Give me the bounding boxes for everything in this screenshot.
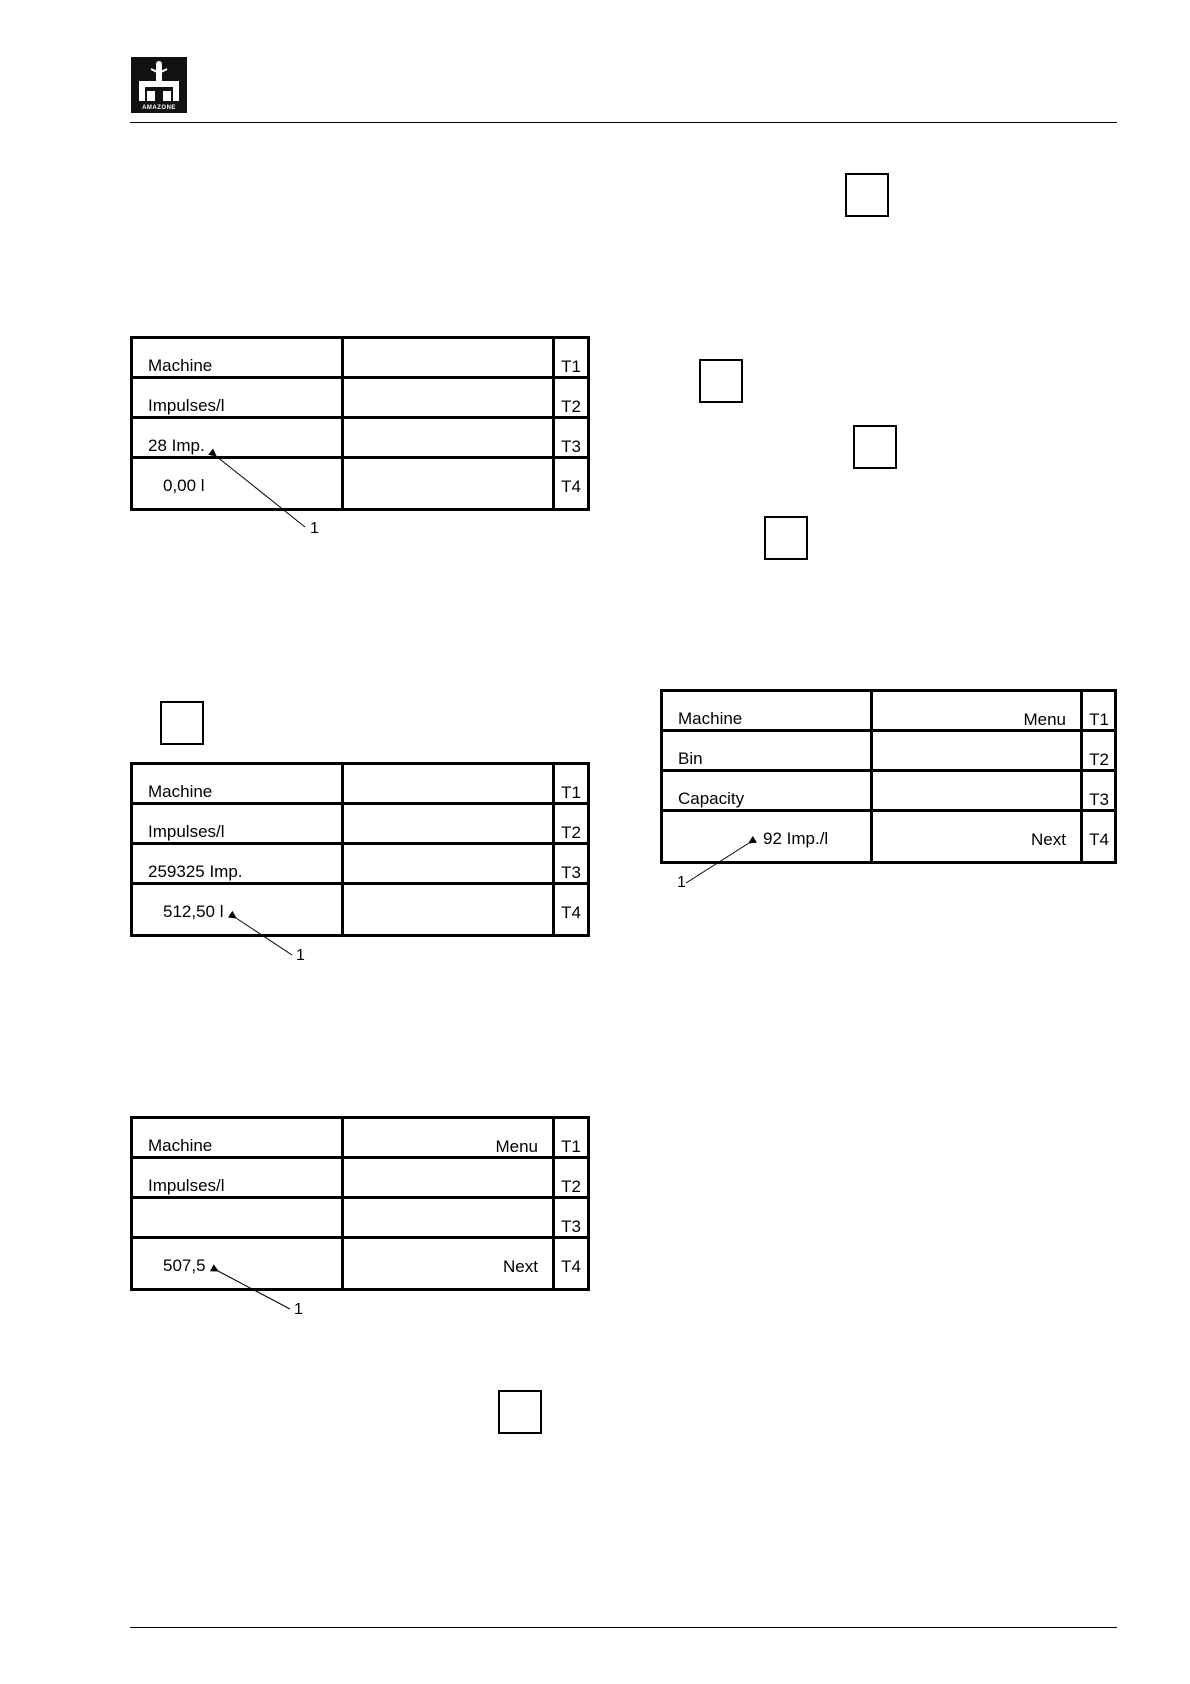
softkey-label[interactable]: T4 bbox=[561, 903, 581, 922]
row-label: Machine bbox=[148, 356, 213, 375]
softkey-label[interactable]: T2 bbox=[561, 397, 581, 416]
softkey-label[interactable]: T1 bbox=[1089, 710, 1109, 729]
row-label: Impulses/l bbox=[148, 822, 225, 841]
next-label[interactable]: Next bbox=[1031, 830, 1066, 849]
softkey-label[interactable]: T2 bbox=[561, 823, 581, 842]
row-label: 28 Imp. bbox=[148, 436, 205, 455]
leader-line bbox=[236, 918, 292, 955]
softkey-label[interactable]: T3 bbox=[561, 863, 581, 882]
menu-label[interactable]: Menu bbox=[1023, 710, 1066, 729]
next-label[interactable]: Next bbox=[503, 1257, 538, 1276]
row-label: Capacity bbox=[678, 789, 745, 808]
menu-label[interactable]: Menu bbox=[495, 1137, 538, 1156]
softkey-label[interactable]: T2 bbox=[1089, 750, 1109, 769]
row-label: 507,5 bbox=[163, 1256, 206, 1275]
softkey-label[interactable]: T1 bbox=[561, 783, 581, 802]
row-label: Machine bbox=[678, 709, 743, 728]
row-label: 92 Imp./l bbox=[763, 829, 829, 848]
callout-number: 1 bbox=[296, 947, 305, 964]
leader-line bbox=[686, 843, 749, 883]
softkey-label[interactable]: T4 bbox=[1089, 830, 1109, 849]
row-label: Machine bbox=[148, 782, 213, 801]
row-label: Machine bbox=[148, 1136, 213, 1155]
softkey-label[interactable]: T3 bbox=[561, 1217, 581, 1236]
leader-line bbox=[218, 1271, 290, 1309]
leader-line bbox=[216, 456, 305, 527]
softkey-label[interactable]: T4 bbox=[561, 477, 581, 496]
softkey-label[interactable]: T4 bbox=[561, 1257, 581, 1276]
row-label: 259325 Imp. bbox=[148, 862, 243, 881]
row-label: Impulses/l bbox=[148, 1176, 225, 1195]
softkey-label[interactable]: T3 bbox=[1089, 790, 1109, 809]
softkey-label[interactable]: T2 bbox=[561, 1177, 581, 1196]
callout-number: 1 bbox=[677, 874, 686, 891]
softkey-label[interactable]: T3 bbox=[561, 437, 581, 456]
logo-text: AMAZONE bbox=[142, 105, 176, 111]
callout-number: 1 bbox=[310, 520, 319, 537]
softkey-label[interactable]: T1 bbox=[561, 1137, 581, 1156]
softkey-label[interactable]: T1 bbox=[561, 357, 581, 376]
callout-number: 1 bbox=[294, 1301, 303, 1318]
row-label: Bin bbox=[678, 749, 703, 768]
row-label: 0,00 l bbox=[163, 476, 205, 495]
row-label: Impulses/l bbox=[148, 396, 225, 415]
row-label: 512,50 l bbox=[163, 902, 224, 921]
